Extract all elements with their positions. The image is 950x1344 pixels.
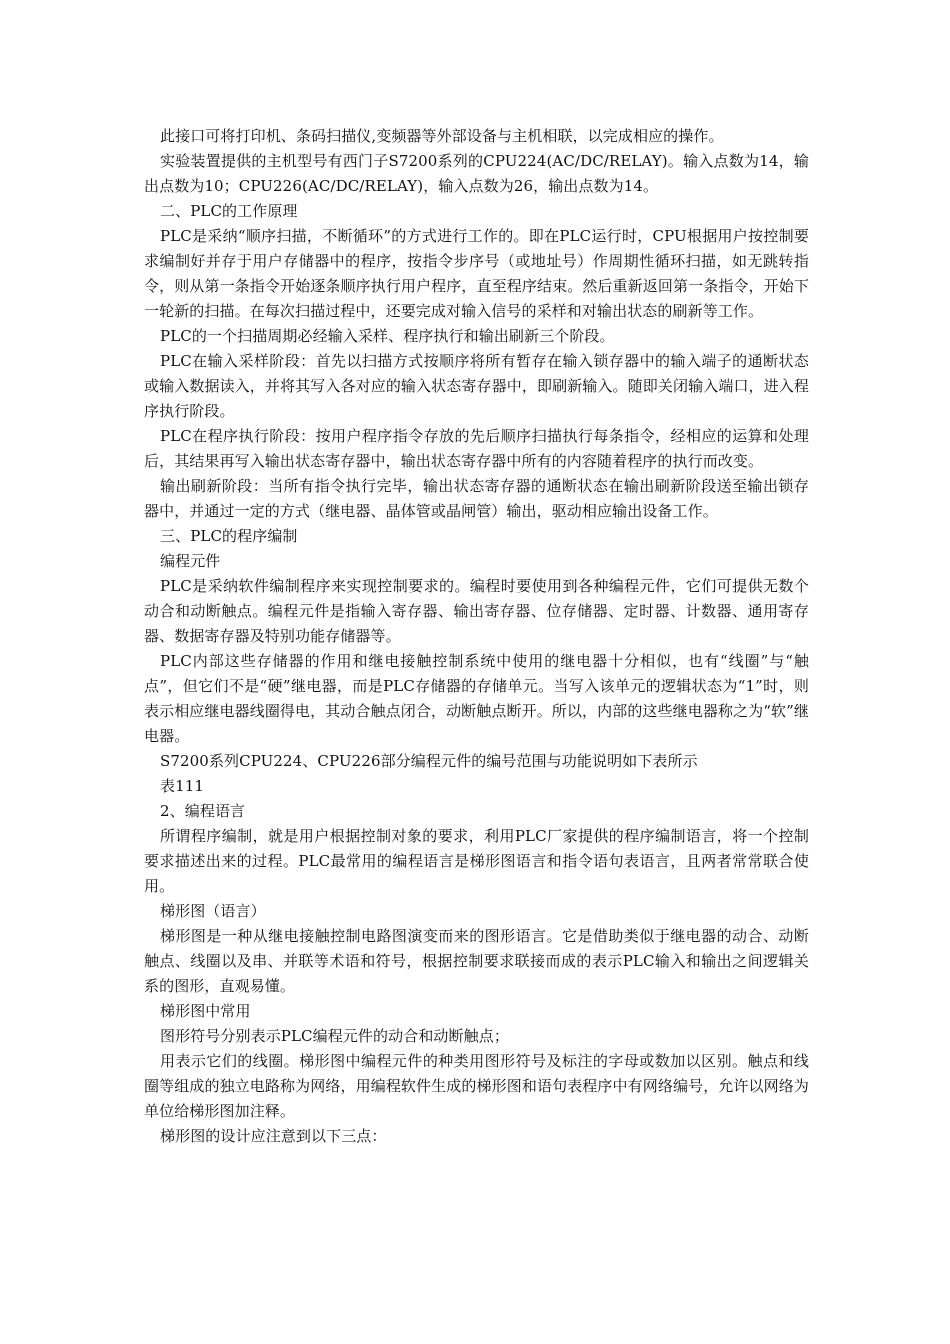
subsection-heading: 梯形图（语言） xyxy=(160,902,266,920)
paragraph: 梯形图的设计应注意到以下三点： xyxy=(160,1127,387,1145)
paragraph: 此接口可将打印机、条码扫描仪,变频器等外部设备与主机相联，以完成相应的操作。 xyxy=(160,127,724,145)
paragraph: 用表示它们的线圈。梯形图中编程元件的种类用图形符号及标注的字母或数加以区别。触点和线圈等组成的独立电路称为网络，用编程软件生成的梯形图和语句表程序中有网络编号，允许以网络为单位给梯形图加注释。 xyxy=(144,1052,809,1120)
paragraph: PLC是采纳软件编制程序来实现控制要求的。编程时要使用到各种编程元件，它们可提供无数个动合和动断触点。编程元件是指输入寄存器、输出寄存器、位存储器、定时器、计数器、通用寄存器、数据寄存器及特别功能存储器等。 xyxy=(144,577,809,645)
paragraph: 输出刷新阶段：当所有指令执行完毕，输出状态寄存器的通断状态在输出刷新阶段送至输出锁存器中，并通过一定的方式（继电器、晶体管或晶闸管）输出，驱动相应输出设备工作。 xyxy=(144,477,809,520)
paragraph: S7200系列CPU224、CPU226部分编程元件的编号范围与功能说明如下表所示 xyxy=(160,752,698,770)
document-body xyxy=(144,124,809,1149)
paragraph: PLC在程序执行阶段：按用户程序指令存放的先后顺序扫描执行每条指令，经相应的运算和处理后，其结果再写入输出状态寄存器中，输出状态寄存器中所有的内容随着程序的执行而改变。 xyxy=(144,427,809,470)
paragraph: PLC内部这些存储器的作用和继电接触控制系统中使用的继电器十分相似，也有“线圈”与“触点”，但它们不是“硬”继电器，而是PLC存储器的存储单元。当写入该单元的逻辑状态为“1”时，则表示相应继电器线圈得电，其动合触点闭合，动断触点断开。所以，内部的这些继电器称之为“软”继电器。 xyxy=(144,652,809,745)
paragraph: PLC是采纳“顺序扫描，不断循环”的方式进行工作的。即在PLC运行时，CPU根据用户按控制要求编制好并存于用户存储器中的程序，按指令步序号（或地址号）作周期性循环扫描，如无跳转指令，则从第一条指令开始逐条顺序执行用户程序，直至程序结束。然后重新返回第一条指令，开始下一轮新的扫描。在每次扫描过程中，还要完成对输入信号的采样和对输出状态的刷新等工作。 xyxy=(144,227,809,320)
section-heading: 二、PLC的工作原理 xyxy=(160,202,298,220)
subsection-heading: 编程元件 xyxy=(160,552,221,570)
paragraph: PLC的一个扫描周期必经输入采样、程序执行和输出刷新三个阶段。 xyxy=(160,327,615,345)
paragraph: 实验装置提供的主机型号有西门子S7200系列的CPU224(AC/DC/RELAY)。输入点数为14，输出点数为10；CPU226(AC/DC/RELAY)，输入点数为26，输出点数为14。 xyxy=(144,152,809,195)
section-heading: 三、PLC的程序编制 xyxy=(160,527,298,545)
paragraph: 图形符号分别表示PLC编程元件的动合和动断触点； xyxy=(160,1027,509,1045)
paragraph: 梯形图中常用 xyxy=(160,1002,251,1020)
paragraph: 梯形图是一种从继电接触控制电路图演变而来的图形语言。它是借助类似于继电器的动合、动断触点、线圈以及串、并联等术语和符号，根据控制要求联接而成的表示PLC输入和输出之间逻辑关系的图形，直观易懂。 xyxy=(144,927,809,995)
table-caption: 表111 xyxy=(160,777,205,795)
subsection-heading: 2、编程语言 xyxy=(160,802,246,820)
paragraph: 所谓程序编制，就是用户根据控制对象的要求，利用PLC厂家提供的程序编制语言，将一个控制要求描述出来的过程。PLC最常用的编程语言是梯形图语言和指令语句表语言，且两者常常联合使用。 xyxy=(144,827,809,895)
paragraph: PLC在输入采样阶段：首先以扫描方式按顺序将所有暂存在输入锁存器中的输入端子的通断状态或输入数据读入，并将其写入各对应的输入状态寄存器中，即刷新输入。随即关闭输入端口，进入程序执行阶段。 xyxy=(144,352,809,420)
